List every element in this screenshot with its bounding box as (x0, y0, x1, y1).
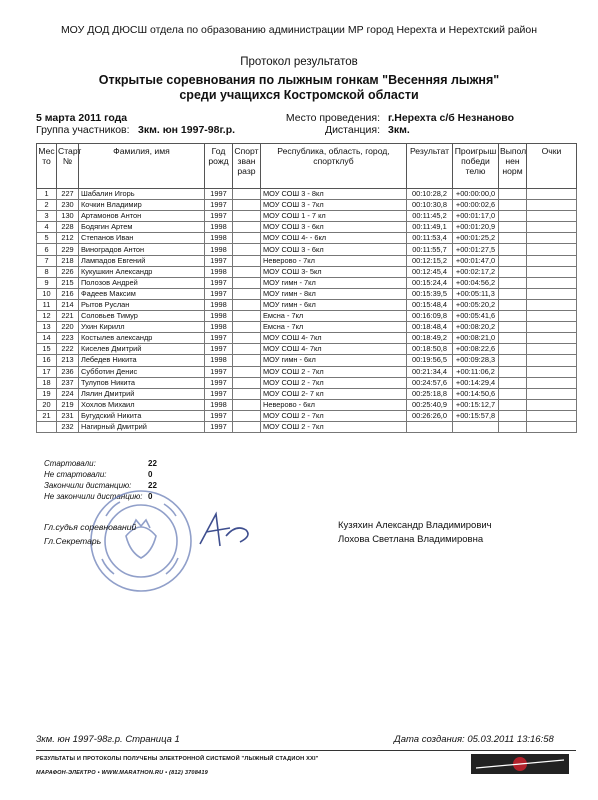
cell-place: 5 (37, 233, 57, 244)
table-row (37, 255, 577, 266)
cell-result: 00:24:57,6 (407, 377, 453, 388)
started-value: 22 (148, 459, 157, 468)
competition-title-line1: Открытые соревнования по лыжным гонкам "Весенняя лыжня" (98, 73, 500, 87)
table-row (37, 333, 577, 344)
column-header-points: Очки (527, 144, 577, 189)
cell-rank (233, 255, 261, 266)
cell-name: Ухин Кирилл (79, 322, 205, 333)
organization-header: МОУ ДОД ДЮСШ отдела по образованию администрации МР город Нерехта и Нерехтский район (60, 24, 538, 36)
cell-name: Кочкин Владимир (79, 200, 205, 211)
cell-name: Хохлов Михаил (79, 399, 205, 410)
cell-place: 17 (37, 366, 57, 377)
cell-club: МОУ СОШ 4- 7кл (261, 344, 407, 355)
cell-start: 214 (57, 299, 79, 310)
cell-year: 1997 (205, 288, 233, 299)
cell-start: 219 (57, 399, 79, 410)
cell-start: 226 (57, 266, 79, 277)
cell-result: 00:21:34,4 (407, 366, 453, 377)
cell-start: 222 (57, 344, 79, 355)
cell-club: МОУ СОШ 2 - 7кл (261, 366, 407, 377)
cell-points (527, 355, 577, 366)
cell-norm (499, 299, 527, 310)
cell-year: 1998 (205, 222, 233, 233)
cell-result: 00:11:53,4 (407, 233, 453, 244)
cell-rank (233, 421, 261, 432)
cell-rank (233, 311, 261, 322)
cell-place: 13 (37, 322, 57, 333)
cell-start: 228 (57, 222, 79, 233)
cell-norm (499, 410, 527, 421)
cell-result: 00:10:30,8 (407, 200, 453, 211)
cell-name: Субботин Денис (79, 366, 205, 377)
official-stamp (86, 486, 196, 596)
cell-name: Тулупов Никита (79, 377, 205, 388)
cell-year: 1998 (205, 266, 233, 277)
cell-norm (499, 333, 527, 344)
cell-behind: +00:08:20,2 (453, 322, 499, 333)
cell-behind: +00:01:17,0 (453, 211, 499, 222)
cell-points (527, 421, 577, 432)
cell-place: 20 (37, 399, 57, 410)
cell-club: МОУ гимн - 6кл (261, 355, 407, 366)
cell-place: 16 (37, 355, 57, 366)
cell-name: Полозов Андрей (79, 277, 205, 288)
cell-points (527, 244, 577, 255)
cell-year: 1998 (205, 355, 233, 366)
cell-behind: +00:01:27,5 (453, 244, 499, 255)
cell-club: Неверово - 7кл (261, 255, 407, 266)
cell-place: 3 (37, 211, 57, 222)
cell-rank (233, 322, 261, 333)
finished-value: 22 (148, 481, 157, 490)
event-date: 5 марта 2011 года (36, 112, 128, 124)
cell-place: 8 (37, 266, 57, 277)
cell-start: 231 (57, 410, 79, 421)
cell-name: Рытов Руслан (79, 299, 205, 310)
cell-name: Лампадов Евгений (79, 255, 205, 266)
cell-behind: +00:08:22,6 (453, 344, 499, 355)
cell-year: 1997 (205, 277, 233, 288)
table-row (37, 244, 577, 255)
cell-rank (233, 244, 261, 255)
cell-result: 00:18:50,8 (407, 344, 453, 355)
cell-behind: +00:14:29,4 (453, 377, 499, 388)
cell-behind: +00:05:11,3 (453, 288, 499, 299)
footer-divider (36, 750, 576, 751)
table-row (37, 377, 577, 388)
cell-club: Емсна - 7кл (261, 311, 407, 322)
cell-points (527, 211, 577, 222)
column-header-year: Год рожд (205, 144, 233, 189)
footer-contacts: МАРАФОН-ЭЛЕКТРО • WWW.MARATHON.RU • (812) 3708419 (36, 770, 208, 776)
cell-year: 1997 (205, 344, 233, 355)
column-header-rank: Спорт зван разр (233, 144, 261, 189)
table-row (37, 233, 577, 244)
chief-secretary-label: Гл.Секретарь (44, 536, 102, 546)
table-row (37, 189, 577, 200)
cell-club: МОУ СОШ 3 - 8кл (261, 189, 407, 200)
footer-system-note: РЕЗУЛЬТАТЫ И ПРОТОКОЛЫ ПОЛУЧЕНЫ ЭЛЕКТРОННОЙ СИСТЕМОЙ "ЛЫЖНЫЙ СТАДИОН XXI" (36, 756, 319, 762)
signature (196, 506, 256, 556)
cell-rank (233, 211, 261, 222)
cell-name: Виноградов Антон (79, 244, 205, 255)
cell-place: 11 (37, 299, 57, 310)
cell-points (527, 255, 577, 266)
place-value: г.Нерехта с/б Незнаново (388, 112, 514, 124)
cell-club: МОУ СОШ 3 - 7кл (261, 200, 407, 211)
cell-place: 18 (37, 377, 57, 388)
cell-club: Емсна - 7кл (261, 322, 407, 333)
table-row (37, 410, 577, 421)
cell-norm (499, 421, 527, 432)
cell-norm (499, 388, 527, 399)
cell-start: 215 (57, 277, 79, 288)
cell-points (527, 399, 577, 410)
cell-start: 218 (57, 255, 79, 266)
cell-year: 1997 (205, 366, 233, 377)
cell-points (527, 233, 577, 244)
cell-year: 1997 (205, 333, 233, 344)
cell-norm (499, 311, 527, 322)
cell-rank (233, 388, 261, 399)
cell-rank (233, 288, 261, 299)
cell-place: 6 (37, 244, 57, 255)
cell-behind: +00:08:21,0 (453, 333, 499, 344)
logo-mark (470, 752, 570, 776)
cell-name: Бугудский Никита (79, 410, 205, 421)
cell-result: 00:11:45,2 (407, 211, 453, 222)
cell-start: 130 (57, 211, 79, 222)
cell-points (527, 366, 577, 377)
cell-year: 1997 (205, 377, 233, 388)
chief-judge-name: Кузяхин Александр Владимирович (338, 520, 492, 531)
cell-start: 230 (57, 200, 79, 211)
cell-behind: +00:00:00,0 (453, 189, 499, 200)
cell-norm (499, 233, 527, 244)
cell-start: 221 (57, 311, 79, 322)
cell-rank (233, 410, 261, 421)
distance-value: 3км. (388, 124, 410, 136)
cell-start: 229 (57, 244, 79, 255)
cell-result (407, 421, 453, 432)
cell-points (527, 410, 577, 421)
cell-club: МОУ СОШ 1 - 7 кл (261, 211, 407, 222)
cell-year: 1997 (205, 410, 233, 421)
cell-year: 1998 (205, 299, 233, 310)
cell-year: 1997 (205, 211, 233, 222)
page-info: 3км. юн 1997-98г.р. Страница 1 (36, 734, 180, 745)
cell-result: 00:15:24,4 (407, 277, 453, 288)
cell-start: 236 (57, 366, 79, 377)
cell-behind: +00:01:25,2 (453, 233, 499, 244)
cell-club: МОУ гимн - 8кл (261, 288, 407, 299)
table-row (37, 355, 577, 366)
cell-points (527, 377, 577, 388)
column-header-place: Мес то (37, 144, 57, 189)
cell-result: 00:15:39,5 (407, 288, 453, 299)
cell-norm (499, 266, 527, 277)
table-row (37, 399, 577, 410)
cell-year: 1998 (205, 244, 233, 255)
cell-club: МОУ СОШ 2 - 7кл (261, 421, 407, 432)
competition-title-line2: среди учащихся Костромской области (179, 88, 419, 102)
cell-club: МОУ СОШ 2 - 7кл (261, 410, 407, 421)
place-label: Место проведения: (285, 112, 380, 124)
cell-norm (499, 399, 527, 410)
column-header-norm: Выпол нен норм (499, 144, 527, 189)
cell-rank (233, 333, 261, 344)
not-started-value: 0 (148, 470, 153, 479)
cell-place: 7 (37, 255, 57, 266)
cell-start: 220 (57, 322, 79, 333)
cell-place: 21 (37, 410, 57, 421)
cell-points (527, 222, 577, 233)
cell-norm (499, 344, 527, 355)
table-header-row (37, 144, 577, 189)
cell-place: 2 (37, 200, 57, 211)
cell-name: Кукушкин Александр (79, 266, 205, 277)
column-header-behind: Проигрыш победи телю (453, 144, 499, 189)
cell-result: 00:11:55,7 (407, 244, 453, 255)
cell-points (527, 288, 577, 299)
cell-year: 1997 (205, 421, 233, 432)
cell-name: Лебедев Никита (79, 355, 205, 366)
not-finished-label: Не закончили дистанцию: (44, 492, 143, 501)
cell-name: Лялин Дмитрий (79, 388, 205, 399)
group-value: 3км. юн 1997-98г.р. (138, 124, 236, 136)
column-header-result: Результат (407, 144, 453, 189)
cell-norm (499, 366, 527, 377)
table-row (37, 200, 577, 211)
table-row (37, 388, 577, 399)
cell-behind: +00:15:12,7 (453, 399, 499, 410)
table-row (37, 266, 577, 277)
cell-result: 00:18:48,4 (407, 322, 453, 333)
cell-start: 237 (57, 377, 79, 388)
cell-place: 19 (37, 388, 57, 399)
cell-name: Бодягин Артем (79, 222, 205, 233)
cell-year: 1997 (205, 189, 233, 200)
cell-points (527, 388, 577, 399)
cell-rank (233, 366, 261, 377)
cell-club: МОУ СОШ 4- 7кл (261, 333, 407, 344)
cell-result: 00:19:56,5 (407, 355, 453, 366)
cell-result: 00:10:28,2 (407, 189, 453, 200)
cell-result: 00:26:26,0 (407, 410, 453, 421)
cell-name: Шабалин Игорь (79, 189, 205, 200)
cell-result: 00:25:40,9 (407, 399, 453, 410)
cell-norm (499, 277, 527, 288)
cell-rank (233, 200, 261, 211)
table-row (37, 288, 577, 299)
cell-points (527, 344, 577, 355)
chief-judge-label: Гл.судья соревнований (44, 522, 137, 532)
cell-name: Нагирный Дмитрий (79, 421, 205, 432)
cell-rank (233, 233, 261, 244)
cell-norm (499, 244, 527, 255)
cell-place: 9 (37, 277, 57, 288)
cell-place: 4 (37, 222, 57, 233)
cell-norm (499, 288, 527, 299)
cell-result: 00:12:45,4 (407, 266, 453, 277)
cell-behind: +00:11:06,2 (453, 366, 499, 377)
cell-behind: +00:15:57,8 (453, 410, 499, 421)
column-header-start: Старт № (57, 144, 79, 189)
table-row (37, 344, 577, 355)
cell-points (527, 322, 577, 333)
cell-rank (233, 277, 261, 288)
cell-club: МОУ СОШ 3 - 6кл (261, 222, 407, 233)
distance-label: Дистанция: (324, 124, 380, 136)
cell-place (37, 421, 57, 432)
cell-year: 1998 (205, 322, 233, 333)
cell-name: Киселев Дмитрий (79, 344, 205, 355)
cell-start: 212 (57, 233, 79, 244)
cell-rank (233, 399, 261, 410)
cell-place: 12 (37, 311, 57, 322)
cell-rank (233, 344, 261, 355)
cell-result: 00:12:15,2 (407, 255, 453, 266)
cell-name: Артамонов Антон (79, 211, 205, 222)
cell-points (527, 189, 577, 200)
cell-points (527, 299, 577, 310)
table-row (37, 222, 577, 233)
table-row (37, 211, 577, 222)
cell-rank (233, 266, 261, 277)
cell-club: МОУ СОШ 3 - 6кл (261, 244, 407, 255)
cell-year: 1997 (205, 255, 233, 266)
started-label: Стартовали: (44, 459, 96, 468)
cell-norm (499, 211, 527, 222)
cell-result: 00:25:18,8 (407, 388, 453, 399)
marathon-electro-logo (470, 752, 570, 776)
group-label: Группа участников: (36, 124, 130, 136)
cell-points (527, 266, 577, 277)
cell-rank (233, 299, 261, 310)
cell-norm (499, 377, 527, 388)
cell-norm (499, 255, 527, 266)
cell-club: МОУ СОШ 3- 5кл (261, 266, 407, 277)
cell-start: 216 (57, 288, 79, 299)
not-finished-value: 0 (148, 492, 153, 501)
cell-place: 14 (37, 333, 57, 344)
finished-label: Закончили дистанцию: (44, 481, 132, 490)
cell-norm (499, 222, 527, 233)
cell-year: 1997 (205, 200, 233, 211)
cell-points (527, 277, 577, 288)
cell-points (527, 200, 577, 211)
results-table (36, 143, 577, 433)
cell-rank (233, 377, 261, 388)
cell-behind: +00:14:50,6 (453, 388, 499, 399)
cell-place: 1 (37, 189, 57, 200)
cell-name: Степанов Иван (79, 233, 205, 244)
cell-place: 15 (37, 344, 57, 355)
table-row (37, 299, 577, 310)
cell-name: Соловьев Тимур (79, 311, 205, 322)
table-row (37, 421, 577, 432)
cell-club: МОУ СОШ 4- - 6кл (261, 233, 407, 244)
table-row (37, 322, 577, 333)
table-row (37, 277, 577, 288)
cell-points (527, 311, 577, 322)
cell-name: Фадеев Максим (79, 288, 205, 299)
cell-behind: +00:05:20,2 (453, 299, 499, 310)
cell-club: МОУ СОШ 2 - 7кл (261, 377, 407, 388)
cell-norm (499, 189, 527, 200)
table-row (37, 366, 577, 377)
creation-date: Дата создания: 05.03.2011 13:16:58 (394, 734, 554, 745)
cell-result: 00:11:49,1 (407, 222, 453, 233)
protocol-heading: Протокол результатов (240, 56, 358, 68)
table-row (37, 311, 577, 322)
cell-norm (499, 322, 527, 333)
cell-name: Костылев александр (79, 333, 205, 344)
cell-start: 224 (57, 388, 79, 399)
cell-result: 00:16:09,8 (407, 311, 453, 322)
not-started-label: Не стартовали: (44, 470, 107, 479)
cell-place: 10 (37, 288, 57, 299)
cell-points (527, 333, 577, 344)
cell-behind: +00:01:47,0 (453, 255, 499, 266)
cell-behind: +00:02:17,2 (453, 266, 499, 277)
column-header-name: Фамилия, имя (79, 144, 205, 189)
cell-behind: +00:00:02,6 (453, 200, 499, 211)
cell-behind: +00:05:41,6 (453, 311, 499, 322)
cell-start: 213 (57, 355, 79, 366)
cell-club: Неверово - 6кл (261, 399, 407, 410)
column-header-club: Республика, область, город, спортклуб (261, 144, 407, 189)
cell-rank (233, 222, 261, 233)
cell-behind: +00:04:56,2 (453, 277, 499, 288)
chief-secretary-name: Лохова Светлана Владимировна (338, 534, 484, 545)
cell-behind: +00:09:28,3 (453, 355, 499, 366)
cell-norm (499, 355, 527, 366)
cell-year: 1998 (205, 399, 233, 410)
cell-result: 00:15:48,4 (407, 299, 453, 310)
cell-year: 1998 (205, 233, 233, 244)
cell-year: 1997 (205, 388, 233, 399)
cell-norm (499, 200, 527, 211)
cell-result: 00:18:49,2 (407, 333, 453, 344)
cell-club: МОУ СОШ 2- 7 кл (261, 388, 407, 399)
cell-club: МОУ гимн - 7кл (261, 277, 407, 288)
cell-rank (233, 355, 261, 366)
cell-club: МОУ гимн - 6кл (261, 299, 407, 310)
cell-start: 232 (57, 421, 79, 432)
cell-rank (233, 189, 261, 200)
cell-behind: +00:01:20,9 (453, 222, 499, 233)
cell-behind (453, 421, 499, 432)
cell-start: 227 (57, 189, 79, 200)
cell-start: 223 (57, 333, 79, 344)
cell-year: 1998 (205, 311, 233, 322)
